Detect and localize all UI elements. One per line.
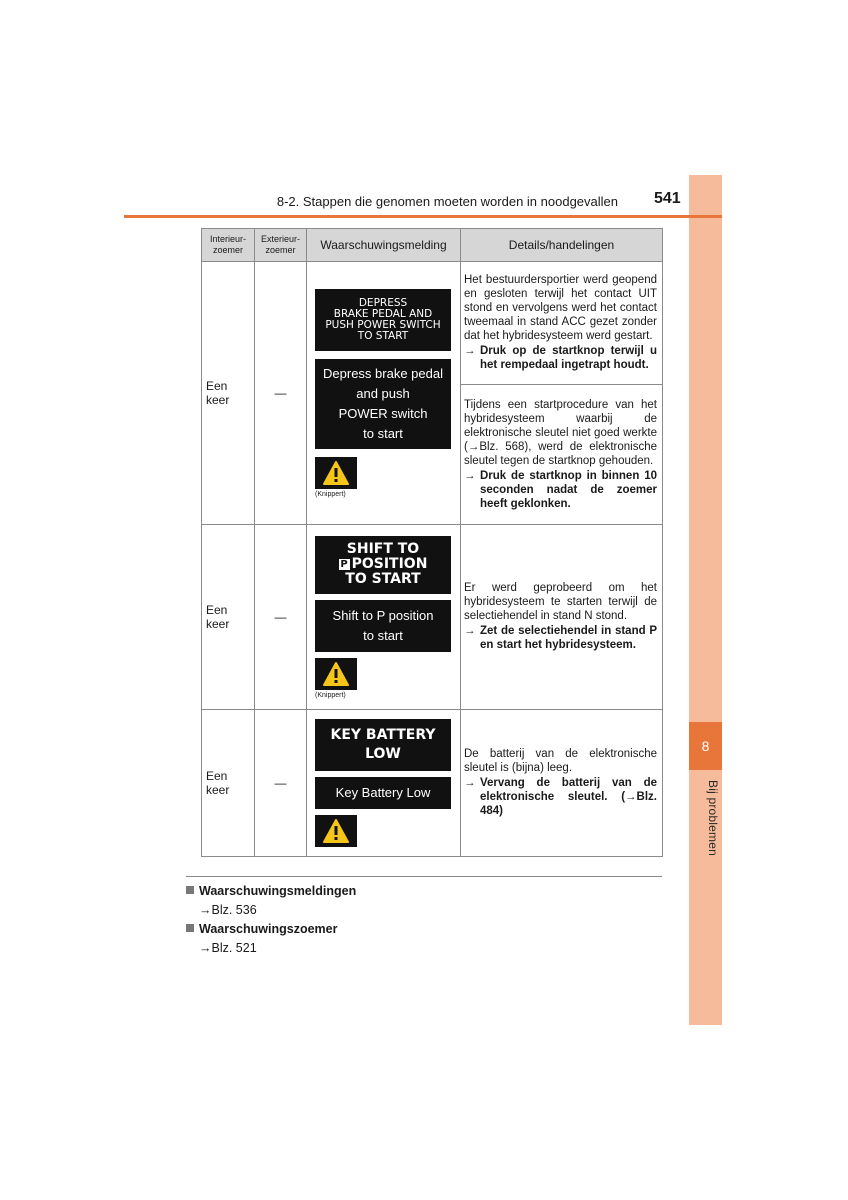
action-line: [464, 469, 657, 511]
details-text: Het bestuurdersportier werd geopend en gesloten terwijl het contact UIT stond en vervolgens werd het contact tweemaal in stand ACC gezet zonder dat het hybridesysteem werd gestart.: [464, 274, 657, 342]
details-text: Er werd geprobeerd om het hybridesysteem te starten terwijl de selectiehendel in stand N stond.: [464, 582, 657, 622]
table-row: [202, 710, 663, 857]
warning-screen-caps: [315, 536, 451, 594]
warning-light: [315, 658, 357, 690]
action-text: Zet de selectiehendel in stand P en start het hybridesysteem.: [480, 625, 657, 651]
details-cell: [461, 710, 663, 857]
exterior-buzzer-cell: —: [255, 710, 307, 857]
note-title: Waarschuwingsmeldingen: [199, 884, 357, 898]
column-header-exterior: Exterieur- zoemer: [255, 229, 307, 262]
message-cell: [307, 525, 461, 710]
interior-buzzer-cell: Een keer: [202, 525, 255, 710]
screen-line: [339, 557, 428, 572]
warning-triangle-icon: [323, 819, 349, 843]
section-title: 8-2. Stappen die genomen moeten worden in noodgevallen: [276, 194, 618, 209]
warning-light: [315, 815, 357, 847]
exterior-buzzer-cell: —: [255, 262, 307, 525]
warning-screen-mixed: Key Battery Low: [315, 777, 451, 809]
warning-screen-mixed: Depress brake pedal and push POWER switch to start: [315, 359, 451, 449]
arrow-icon: →: [464, 345, 476, 357]
page-reference-link[interactable]: →Blz. 536: [199, 903, 257, 917]
action-text: Druk de startknop in binnen 10 seconden nadat de zoemer heeft geklonken.: [480, 469, 657, 510]
warning-caption: (Knippert): [315, 490, 346, 498]
action-line: [464, 624, 657, 652]
warning-caption: (Knippert): [315, 691, 346, 699]
details-cell: [461, 525, 663, 710]
note-heading: [186, 884, 356, 898]
warning-table: [201, 228, 663, 857]
message-cell: [307, 710, 461, 857]
details-text: De batterij van de elektronische sleutel is (bijna) leeg.: [464, 748, 657, 774]
action-text: Vervang de batterij van de elektronische sleutel. (→Blz. 484): [480, 777, 657, 817]
table-header-row: [202, 229, 663, 262]
warning-screen-mixed: Shift to P position to start: [315, 600, 451, 652]
column-header-message: Waarschuwingsmelding: [307, 229, 461, 262]
header-rule: [124, 215, 722, 218]
note-heading: [186, 922, 337, 936]
column-header-interior: Interieur- zoemer: [202, 229, 255, 262]
screen-line: SHIFT TO: [346, 541, 420, 557]
p-position-icon: P: [340, 559, 348, 570]
chapter-label: Bij problemen: [706, 780, 720, 856]
warning-triangle-icon: [323, 662, 349, 686]
interior-buzzer-cell: Een keer: [202, 262, 255, 525]
chapter-number: 8: [689, 722, 722, 770]
warning-screen-caps: KEY BATTERY LOW: [315, 719, 451, 771]
details-text: Tijdens een startprocedure van het hybridesysteem waarbij de elektronische sleutel niet goed werkte (→Blz. 568), werd de elektronische sleutel tegen de startknop gehouden.: [464, 398, 657, 467]
action-text: Druk op de startknop terwijl u het rempedaal ingetrapt houdt.: [480, 345, 657, 371]
details-cell: [461, 385, 663, 525]
arrow-icon: →: [464, 625, 476, 637]
screen-line: TO START: [345, 571, 421, 587]
action-line: [464, 344, 657, 372]
table-row: [202, 262, 663, 385]
screen-line-text: POSITION: [351, 556, 428, 572]
details-cell: [461, 262, 663, 385]
exterior-buzzer-cell: —: [255, 525, 307, 710]
page-number: 541: [654, 190, 681, 207]
action-line: [464, 776, 657, 818]
page-reference-link[interactable]: →Blz. 521: [199, 941, 257, 955]
bullet-square-icon: [186, 924, 194, 932]
column-header-details: Details/handelingen: [461, 229, 663, 262]
arrow-icon: →: [464, 777, 476, 789]
bullet-square-icon: [186, 886, 194, 894]
warning-screen-caps: DEPRESS BRAKE PEDAL AND PUSH POWER SWITCH TO START: [315, 289, 451, 351]
message-cell: [307, 262, 461, 525]
warning-light: [315, 457, 357, 489]
section-divider: [186, 876, 662, 877]
interior-buzzer-cell: Een keer: [202, 710, 255, 857]
note-title: Waarschuwingszoemer: [199, 922, 338, 936]
table-row: [202, 525, 663, 710]
chapter-side-tab: [689, 175, 722, 1025]
arrow-icon: →: [464, 469, 476, 482]
warning-triangle-icon: [323, 461, 349, 485]
